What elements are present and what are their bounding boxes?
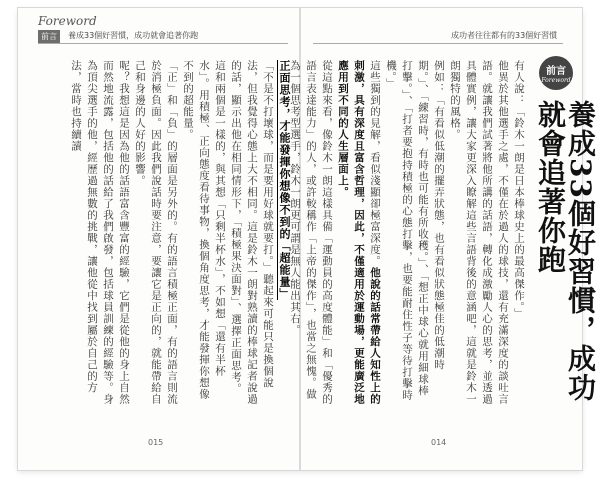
header-rule-right: [313, 43, 563, 44]
page-number-right: 014: [431, 438, 447, 447]
right-paragraph-2: 他異於其他選手之處，不僅在於過人的球技，還有充滿深度的談吐言語。就讓我們試著將他所講的話語，轉化成激勵人心的思考，並透過具體實例，讓大家更深入瞭解這些言語背後的意涵吧，這就是鈴木一朗獨特的風格。: [449, 60, 509, 405]
left-page: [18, 8, 299, 470]
right-page-body: [289, 60, 527, 405]
book-spread: [18, 8, 597, 470]
left-paragraph-4: 呢？我想這是因為他的話語富含豐富的經驗，它們是從他的身上自然而然地流露，包括他的話給了我們啟發，包括球員訓練的經驗等。身為頂尖選手的他，經歷過無數的挑戰，讓他從中找到屬於自己的方法，當時也持續讀: [70, 60, 130, 405]
right-paragraph-4: 這些獨到的見解，看似淺顯卻極富深度。: [369, 60, 381, 267]
left-page-body: [42, 60, 292, 405]
right-paragraph-5: 從這點來看，像鈴木一朗這樣具備「運動員的高度體能」和「優秀的語言表達能力」的人，或許較稱作「上帝的傑作」，也當之無愧。做為一個思考型選手，鈴木一朗更可謂是無人能出其右。: [289, 60, 333, 405]
series-tag: 前言: [38, 30, 60, 43]
foreword-badge: [539, 56, 573, 90]
badge-label-cn: 前言: [546, 66, 566, 77]
left-paragraph-1: 「不是不打壞球，而是要用好球就要打。」聽起來可能只是換個說法，但我覺得心態上大不相同。這是鈴木一朗對熟讀的棒球記者說過的話，顯示出他在相同情形下，「積極果決面對」、選擇正面思考。: [230, 60, 274, 405]
right-paragraph-1: 有人說：「鈴木一朗是日本棒球史上的最高傑作。」: [513, 60, 525, 320]
page-number-left: 015: [148, 438, 164, 447]
chapter-title: 養成33個好習慣，成功就會追著你跑: [534, 100, 597, 402]
left-paragraph-3: 「正」和「負」的層面是另外的。有的語言積極正面，有的語言則流於消極負面。因此我們說話時要注意，要讓它是正向的，就能帶給自己和身邊的人好的影響。: [134, 60, 178, 405]
running-title-right: 成功者往往都有的33個好習慣: [451, 31, 558, 40]
right-paragraph-3: 例如：「有看似低潮的擺弄狀態，也有看似狀態極佳的低潮時期。」、「練習時，有時也可能有所收穫。」、「想正中球心就用細球棒打擊。」、「打者要抱持積極的心態打擊，也要能耐住性子等待打擊時機。」: [385, 60, 445, 401]
section-heading: 正面思考，才能發揮你想像不到的「超能量」: [278, 60, 291, 300]
badge-label-en: Foreword: [541, 77, 571, 84]
series-label: Foreword: [38, 14, 97, 28]
right-paragraph-4-bold: 他說的話常帶給人知性上的刺激，具有深度且富含哲理，因此，不僅適用於運動場，更能廣泛地應用到不同的人生層面上。: [337, 60, 381, 405]
left-paragraph-2: 這和兩個是一樣的，與其想「只剩半杯水」，不如想「還有半杯水」。用積極、正向態度看待事物，換個角度思考，才能發揮你想像不到的超能量。: [182, 60, 226, 400]
running-title-left: 養成33個好習慣，成功就會追著你跑: [68, 31, 199, 40]
right-page: [289, 8, 597, 470]
header-rule-left: [38, 43, 288, 44]
